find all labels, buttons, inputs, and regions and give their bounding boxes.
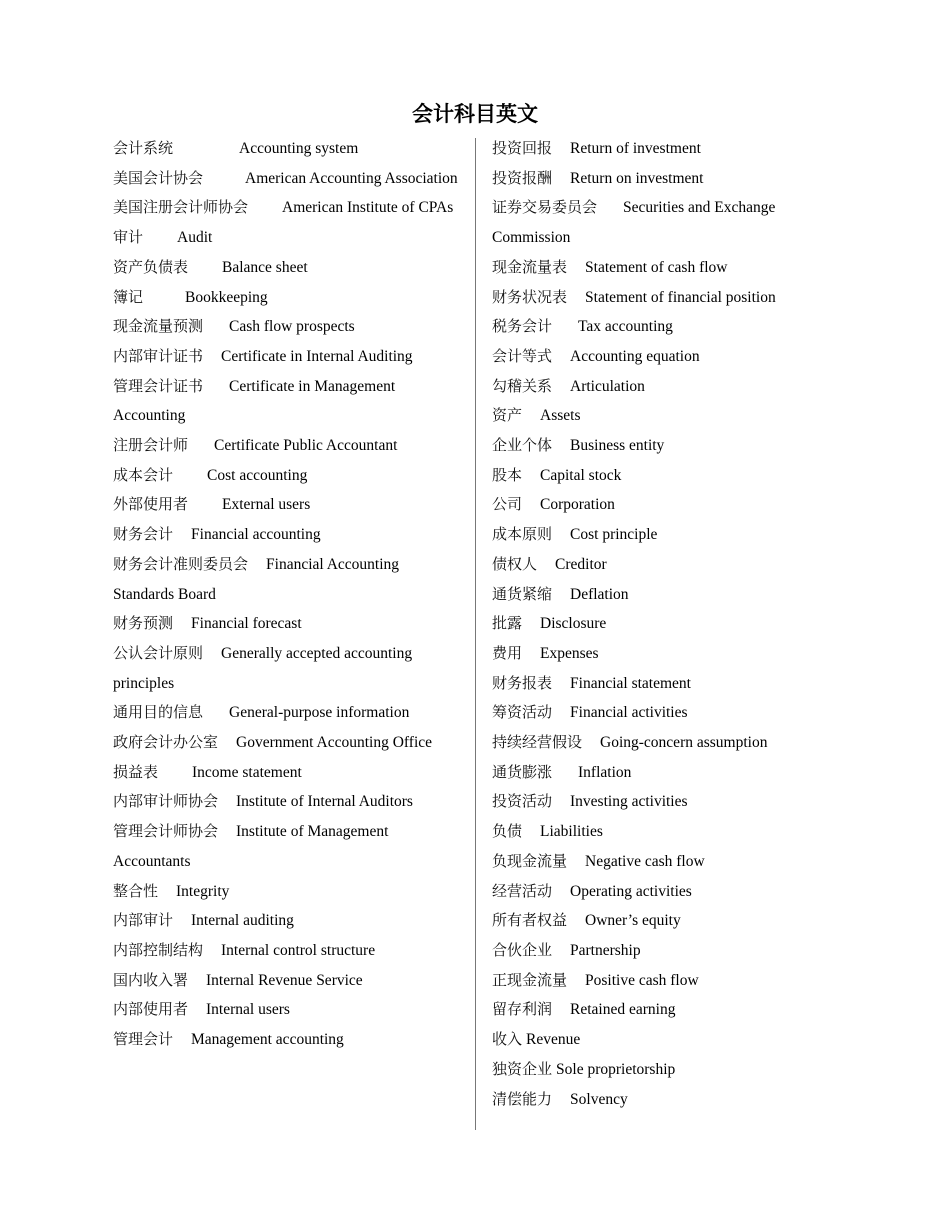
term-english: Certificate in Management Accounting xyxy=(113,377,396,425)
term-chinese: 管理会计师协会 xyxy=(113,822,219,841)
term-chinese: 经营活动 xyxy=(492,881,553,900)
glossary-entry xyxy=(113,193,463,223)
term-english: Investing activities xyxy=(570,793,688,811)
term-chinese: 股本 xyxy=(492,465,523,484)
term-chinese: 投资活动 xyxy=(492,792,553,811)
term-english: Securities and Exchange Commission xyxy=(492,199,776,247)
term-chinese: 美国会计协会 xyxy=(113,168,204,187)
glossary-entry xyxy=(113,520,463,550)
term-chinese: 负现金流量 xyxy=(492,851,568,870)
term-chinese: 证券交易委员会 xyxy=(492,198,598,217)
term-english: Institute of Management Accountants xyxy=(113,823,389,870)
term-chinese: 美国注册会计师协会 xyxy=(113,198,249,217)
glossary-entry xyxy=(113,817,463,876)
term-chinese: 管理会计证书 xyxy=(113,376,204,395)
term-chinese: 簿记 xyxy=(113,287,144,306)
term-chinese: 内部控制结构 xyxy=(113,940,204,959)
term-english: Financial Accounting Standards Board xyxy=(113,555,400,603)
term-chinese: 债权人 xyxy=(492,554,538,573)
right-term-column xyxy=(492,134,812,1114)
term-english: Liabilities xyxy=(540,823,603,841)
term-english: Corporation xyxy=(540,496,615,514)
term-english: Going-concern assumption xyxy=(600,734,768,752)
glossary-entry xyxy=(492,490,812,520)
term-chinese: 整合性 xyxy=(113,881,159,900)
glossary-entry xyxy=(492,431,812,461)
term-chinese: 所有者权益 xyxy=(492,911,568,930)
term-chinese: 管理会计 xyxy=(113,1030,174,1049)
glossary-entry xyxy=(492,312,812,342)
glossary-entry xyxy=(492,817,812,847)
term-chinese: 会计等式 xyxy=(492,346,553,365)
glossary-entry xyxy=(492,669,812,699)
term-chinese: 负债 xyxy=(492,822,523,841)
term-english: Disclosure xyxy=(540,615,607,633)
term-english: Expenses xyxy=(540,644,599,662)
glossary-entry xyxy=(113,877,463,907)
glossary-entry xyxy=(113,639,463,698)
term-english: Institute of Internal Auditors xyxy=(236,793,413,811)
glossary-entry xyxy=(113,253,463,283)
term-english: Financial statement xyxy=(570,674,691,692)
glossary-entry xyxy=(492,580,812,610)
term-chinese: 资产负债表 xyxy=(113,257,189,276)
term-english: Solvency xyxy=(570,1090,628,1108)
term-english: Deflation xyxy=(570,585,629,603)
term-english: Revenue xyxy=(526,1031,581,1049)
term-chinese: 财务会计准则委员会 xyxy=(113,554,249,573)
term-english: Financial accounting xyxy=(191,526,321,544)
term-english: Capital stock xyxy=(540,466,622,484)
term-chinese: 财务会计 xyxy=(113,525,174,544)
term-english: Inflation xyxy=(578,763,632,781)
term-chinese: 批露 xyxy=(492,614,523,633)
term-chinese: 通货紧缩 xyxy=(492,584,553,603)
term-english: Cost principle xyxy=(570,526,658,544)
glossary-entry xyxy=(492,164,812,194)
glossary-entry xyxy=(492,253,812,283)
term-chinese: 投资报酬 xyxy=(492,168,553,187)
glossary-entry xyxy=(113,550,463,609)
term-english: Accounting equation xyxy=(570,347,700,365)
term-english: Internal auditing xyxy=(191,912,294,930)
glossary-entry xyxy=(113,936,463,966)
glossary-entry xyxy=(492,787,812,817)
glossary-entry xyxy=(492,906,812,936)
term-chinese: 留存利润 xyxy=(492,1000,553,1019)
term-english: Assets xyxy=(540,407,581,425)
glossary-entry xyxy=(113,758,463,788)
term-english: Cash flow prospects xyxy=(229,318,355,336)
glossary-entry xyxy=(113,283,463,313)
term-english: Operating activities xyxy=(570,882,692,900)
term-english: Internal control structure xyxy=(221,941,376,959)
term-english: Articulation xyxy=(570,377,645,395)
term-english: Integrity xyxy=(176,882,230,900)
term-english: Return of investment xyxy=(570,140,701,157)
term-english: Balance sheet xyxy=(222,258,308,276)
term-english: Statement of financial position xyxy=(585,288,776,306)
glossary-entry xyxy=(113,431,463,461)
glossary-entry xyxy=(113,164,463,194)
left-term-column xyxy=(113,134,463,1055)
term-chinese: 财务预测 xyxy=(113,614,174,633)
glossary-entry xyxy=(492,966,812,996)
term-chinese: 公认会计原则 xyxy=(113,643,204,662)
term-chinese: 企业个体 xyxy=(492,436,553,455)
glossary-entry xyxy=(113,134,463,164)
glossary-entry xyxy=(113,1025,463,1055)
glossary-entry xyxy=(492,461,812,491)
term-english: Negative cash flow xyxy=(585,852,705,870)
term-chinese: 财务状况表 xyxy=(492,287,568,306)
glossary-entry xyxy=(113,372,463,431)
term-chinese: 外部使用者 xyxy=(113,495,189,514)
glossary-entry xyxy=(492,609,812,639)
term-english: External users xyxy=(222,496,311,514)
term-english: Creditor xyxy=(555,555,607,573)
glossary-entry xyxy=(492,134,812,164)
glossary-entry xyxy=(492,193,812,252)
glossary-entry xyxy=(492,372,812,402)
glossary-entry xyxy=(492,698,812,728)
term-english: Tax accounting xyxy=(578,318,673,336)
glossary-entry xyxy=(113,698,463,728)
term-english: Government Accounting Office xyxy=(236,734,433,752)
term-chinese: 通用目的信息 xyxy=(113,703,204,722)
term-chinese: 成本会计 xyxy=(113,465,174,484)
glossary-entry xyxy=(492,728,812,758)
term-english: Sole proprietorship xyxy=(556,1060,676,1078)
glossary-entry xyxy=(492,342,812,372)
glossary-entry xyxy=(113,312,463,342)
term-english: Financial forecast xyxy=(191,615,302,633)
term-english: Financial activities xyxy=(570,704,688,722)
glossary-entry xyxy=(113,728,463,758)
term-chinese: 注册会计师 xyxy=(113,436,189,455)
term-chinese: 内部审计 xyxy=(113,911,174,930)
glossary-entry xyxy=(492,847,812,877)
term-chinese: 勾稽关系 xyxy=(492,376,553,395)
term-chinese: 内部使用者 xyxy=(113,1000,189,1019)
term-english: Certificate Public Accountant xyxy=(214,437,398,455)
glossary-entry xyxy=(492,283,812,313)
term-english: Partnership xyxy=(570,941,641,959)
glossary-entry xyxy=(492,1085,812,1115)
term-chinese: 筹资活动 xyxy=(492,703,553,722)
term-english: American Institute of CPAs xyxy=(282,199,454,217)
glossary-entry xyxy=(113,906,463,936)
term-english: General-purpose information xyxy=(229,704,410,722)
term-chinese: 通货膨涨 xyxy=(492,762,553,781)
term-chinese: 清偿能力 xyxy=(492,1089,553,1108)
glossary-entry xyxy=(113,787,463,817)
glossary-entry xyxy=(492,936,812,966)
term-english: Audit xyxy=(177,229,213,247)
term-english: Business entity xyxy=(570,437,665,455)
term-english: Return on investment xyxy=(570,169,704,187)
term-chinese: 国内收入署 xyxy=(113,970,189,989)
term-chinese: 投资回报 xyxy=(492,139,553,157)
glossary-entry xyxy=(492,877,812,907)
page-title: 会计科目英文 xyxy=(412,102,538,126)
term-chinese: 会计系统 xyxy=(113,139,174,157)
glossary-entry xyxy=(113,490,463,520)
term-english: Owner’s equity xyxy=(585,912,681,930)
term-english: American Accounting Association xyxy=(245,169,458,187)
term-english: Generally accepted accounting principles xyxy=(113,644,413,692)
glossary-entry xyxy=(492,520,812,550)
term-english: Income statement xyxy=(192,763,302,781)
term-chinese: 公司 xyxy=(492,495,523,514)
glossary-entry xyxy=(492,1055,812,1085)
term-english: Management accounting xyxy=(191,1031,344,1049)
term-english: Internal Revenue Service xyxy=(206,971,363,989)
glossary-entry xyxy=(113,342,463,372)
glossary-entry xyxy=(113,223,463,253)
term-chinese: 资产 xyxy=(492,406,523,425)
term-chinese: 财务报表 xyxy=(492,673,553,692)
glossary-entry xyxy=(492,550,812,580)
term-english: Certificate in Internal Auditing xyxy=(221,347,413,365)
glossary-entry xyxy=(492,758,812,788)
term-chinese: 持续经营假设 xyxy=(492,733,583,752)
glossary-entry xyxy=(492,639,812,669)
term-chinese: 审计 xyxy=(113,228,144,247)
term-english: Internal users xyxy=(206,1001,290,1019)
glossary-entry xyxy=(113,609,463,639)
term-chinese: 费用 xyxy=(492,643,523,662)
term-chinese: 合伙企业 xyxy=(492,940,553,959)
term-english: Bookkeeping xyxy=(185,288,268,306)
term-chinese: 收入 xyxy=(492,1030,523,1049)
term-chinese: 现金流量表 xyxy=(492,257,568,276)
glossary-entry xyxy=(113,995,463,1025)
glossary-entry xyxy=(492,1025,812,1055)
term-english: Cost accounting xyxy=(207,466,308,484)
term-english: Statement of cash flow xyxy=(585,258,728,276)
term-chinese: 现金流量预测 xyxy=(113,317,204,336)
term-chinese: 正现金流量 xyxy=(492,970,568,989)
term-chinese: 税务会计 xyxy=(492,317,553,336)
term-english: Accounting system xyxy=(239,140,359,157)
term-chinese: 内部审计证书 xyxy=(113,346,204,365)
glossary-entry xyxy=(492,995,812,1025)
glossary-entry xyxy=(113,461,463,491)
glossary-entry xyxy=(492,401,812,431)
term-chinese: 内部审计师协会 xyxy=(113,792,219,811)
column-divider xyxy=(475,138,476,1130)
term-english: Retained earning xyxy=(570,1001,676,1019)
term-chinese: 政府会计办公室 xyxy=(113,733,219,752)
term-chinese: 成本原则 xyxy=(492,525,553,544)
term-chinese: 独资企业 xyxy=(492,1059,553,1078)
glossary-entry xyxy=(113,966,463,996)
term-chinese: 损益表 xyxy=(113,762,159,781)
term-english: Positive cash flow xyxy=(585,971,699,989)
